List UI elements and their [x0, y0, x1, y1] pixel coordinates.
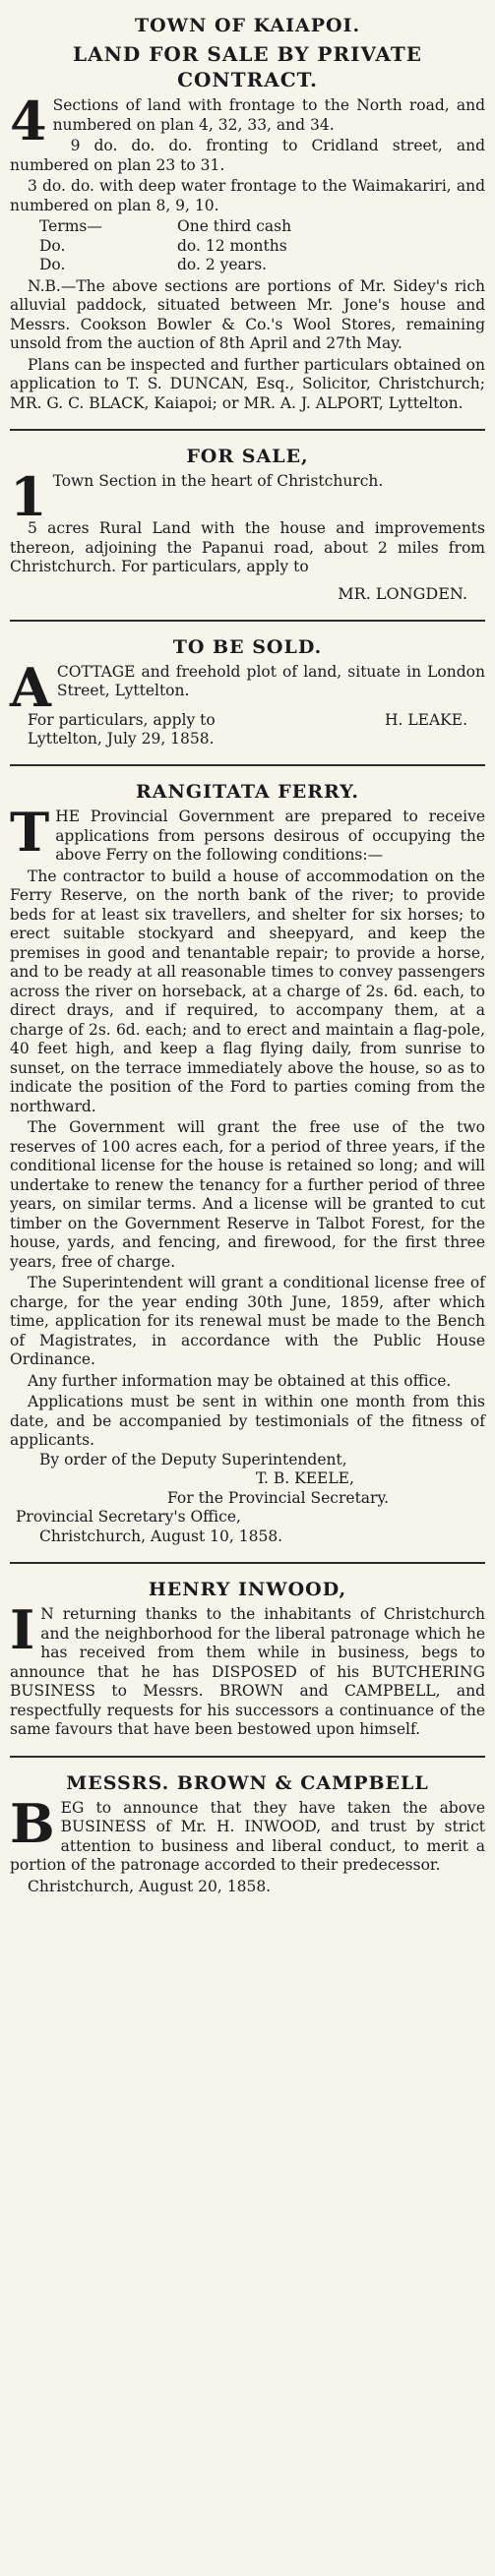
kaiapoi-paragraph-3: 3 do. do. with deep water frontage to the Waimakariri, and numbered on plan 8, 9, 10. — [10, 177, 485, 214]
to-be-sold-title: TO BE SOLD. — [172, 635, 323, 658]
to-be-sold-apply-line — [10, 710, 485, 730]
kaiapoi-text-1: Sections of land with frontage to the North road, and numbered on plan 4, 32, 33, and 34. — [52, 96, 485, 134]
kaiapoi-plans: Plans can be inspected and further particulars obtained on application to T. S. DUNCAN, Esq., Solicitor, Christchurch; MR. G. C. BLACK, Kaiapoi; or MR. A. J. ALPORT, Lyttelton. — [10, 355, 485, 412]
ferry-title: RANGITATA FERRY. — [136, 781, 359, 803]
ferry-paragraph-3: The Government will grant the free use of the two reserves of 100 acres each, for a period of three years, if the conditional license for the house is retained so long; and will undertake to renew the tenancy for a further period of three years, on similar terms. And a license will be granted to cut timber on the Government Reserve in Talbot Forest, for the house, yards, and fencing, and firewood, for the first three years, free of charge. — [10, 1118, 485, 1271]
inwood-text-1: N returning thanks to the inhabitants of Christchurch and the neighborhood for the liberal patronage which he has received from them while in business, begs to announce that he has DISPOSED of his BUTCHERING BUSINESS to Messrs. BROWN and CAMPBELL, and respectfully requests for his successors a continuance of the same favours that have been bestowed upon himself. — [10, 1605, 485, 1738]
for-sale-text-1: Town Section in the heart of Christchurch. — [52, 472, 384, 490]
ferry-signer: T. B. KEELE, — [256, 1469, 354, 1487]
ferry-text-1: HE Provincial Government are prepared to receive applications from persons desirous of occupying the above Ferry on the following conditions:— — [55, 808, 485, 864]
ferry-advertisement — [10, 772, 485, 1554]
ferry-office: Provincial Secretary's Office, — [16, 1508, 241, 1526]
to-be-sold-date: Lyttelton, July 29, 1858. — [28, 729, 215, 748]
divider — [10, 764, 485, 766]
divider — [10, 1562, 485, 1564]
drop-cap: 1 — [10, 465, 47, 528]
inwood-advertisement — [10, 1570, 485, 1748]
ferry-paragraph-1 — [10, 801, 485, 866]
ferry-signer-title: For the Provincial Secretary. — [167, 1488, 390, 1507]
drop-cap: B — [10, 1791, 55, 1855]
divider — [10, 620, 485, 622]
drop-cap: A — [10, 655, 51, 719]
for-sale-title: FOR SALE, — [186, 446, 309, 467]
ferry-paragraph-4: The Superintendent will grant a conditional license free of charge, for the year ending 30th June, 1859, after which time, application for its renewal must be made to the Bench of Magistrates, in accordance with the Public House Ordinance. — [10, 1274, 485, 1368]
to-be-sold-apply: For particulars, apply to — [28, 710, 216, 729]
divider — [10, 429, 485, 431]
for-sale-advertisement — [10, 437, 485, 612]
for-sale-paragraph-1 — [10, 465, 485, 528]
kaiapoi-advertisement — [10, 6, 485, 421]
brown-campbell-advertisement — [10, 1764, 485, 1905]
ferry-paragraph-2: The contractor to build a house of accommodation on the Ferry Reserve, on the north bank of the river; to provide beds for at least six travellers, and shelter for six horses; to erect suitable stockyard and sheepyard, and keep the premises in good and tenantable repair; to provide a horse, and to be ready at all reasonable times to convey passengers across the river on horseback, at a charge of 2s. 6d. each, to direct drays, and if required, to accompany them, at a charge of 2s. 6d. each; and to erect and maintain a flag-pole, 40 feet high, and keep a flag flying daily, from sunrise to sunset, on the terrace immediately above the house, so as to indicate the position of the Ford to parties coming from the northward. — [10, 867, 485, 1115]
terms-row: Do. do. 12 months — [39, 236, 287, 255]
to-be-sold-advertisement — [10, 628, 485, 757]
kaiapoi-paragraph-1 — [10, 90, 485, 152]
brown-campbell-title: MESSRS. BROWN & CAMPBELL — [66, 1771, 429, 1794]
ferry-order-line: By order of the Deputy Superintendent, — [39, 1450, 347, 1468]
ferry-paragraph-5: Any further information may be obtained at this office. — [28, 1371, 452, 1390]
drop-cap: 4 — [10, 90, 47, 152]
drop-cap: I — [10, 1598, 35, 1661]
to-be-sold-signature: H. LEAKE. — [385, 710, 467, 729]
brown-campbell-text-1: EG to announce that they have taken the above BUSINESS of Mr. H. INWOOD, and trust by strict attention to business and liberal conduct, to merit a portion of the patronage accorded to their predecessor. — [10, 1798, 485, 1874]
ferry-date: Christchurch, August 10, 1858. — [39, 1527, 283, 1545]
ferry-paragraph-6: Applications must be sent in within one month from this date, and be accompanied by testimonials of the fitness of applicants. — [10, 1393, 485, 1449]
inwood-paragraph-1 — [10, 1598, 485, 1740]
kaiapoi-paragraph-2: 9 do. do. do. fronting to Cridland street, and numbered on plan 23 to 31. — [10, 137, 485, 174]
inwood-title: HENRY INWOOD, — [148, 1579, 347, 1600]
brown-campbell-paragraph-1 — [10, 1791, 485, 1876]
for-sale-signature: MR. LONGDEN. — [338, 583, 467, 603]
terms-row: Terms— One third cash — [39, 217, 292, 235]
brown-campbell-date: Christchurch, August 20, 1858. — [28, 1877, 272, 1895]
divider — [10, 1756, 485, 1758]
ferry-signature-block — [10, 1451, 485, 1547]
to-be-sold-paragraph-1 — [10, 655, 485, 719]
to-be-sold-text-1: COTTAGE and freehold plot of land, situate in London Street, Lyttelton. — [56, 662, 485, 699]
kaiapoi-terms — [10, 217, 485, 275]
drop-cap: T — [10, 801, 50, 864]
kaiapoi-title: TOWN OF KAIAPOI. — [134, 15, 361, 36]
terms-row: Do. do. 2 years. — [39, 256, 268, 273]
for-sale-paragraph-2: 5 acres Rural Land with the house and improvements thereon, adjoining the Papanui road, about 2 miles from Christchurch. For particulars, apply to — [10, 519, 485, 575]
kaiapoi-subtitle: LAND FOR SALE BY PRIVATE CONTRACT. — [73, 42, 422, 91]
kaiapoi-nb: N.B.—The above sections are portions of Mr. Sidey's rich alluvial paddock, situated between Mr. Jone's house and Messrs. Cookson Bowler & Co.'s Wool Stores, remaining unsold from the auction of 8th April and 27th May. — [10, 276, 485, 352]
